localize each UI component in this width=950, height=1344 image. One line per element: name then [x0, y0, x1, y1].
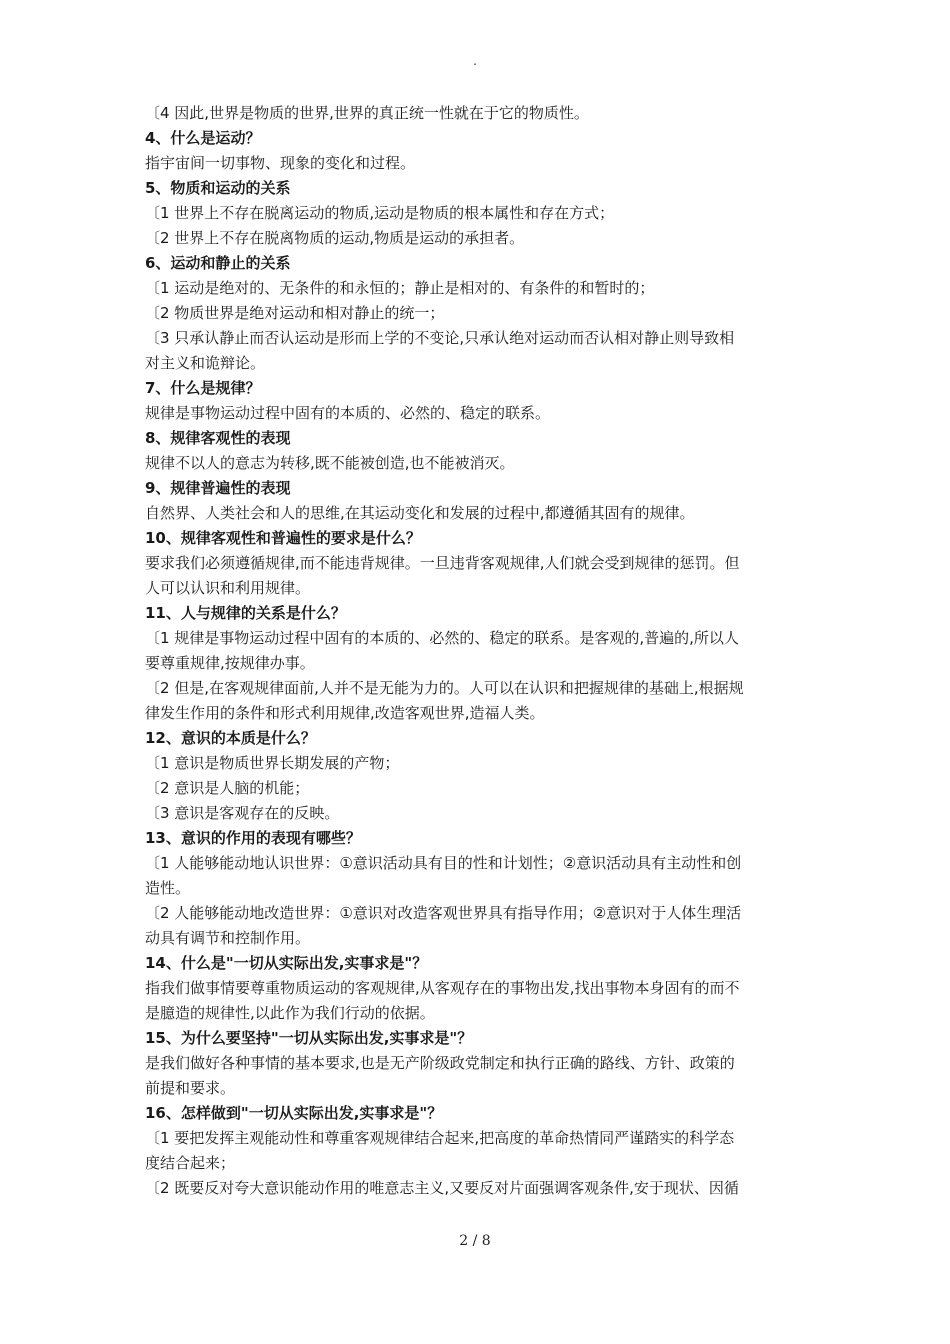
- body-line: 〔2 世界上不存在脱离物质的运动,物质是运动的承担者。: [145, 229, 525, 247]
- section-heading: 14、什么是"一切从实际出发,实事求是"？: [145, 954, 428, 972]
- body-line: 对主义和诡辩论。: [145, 354, 266, 372]
- body-line: 〔1 世界上不存在脱离运动的物质,运动是物质的根本属性和存在方式；: [145, 204, 615, 222]
- section-heading: 12、意识的本质是什么？: [145, 729, 316, 747]
- body-line: 〔1 人能够能动地认识世界：①意识活动具有目的性和计划性；②意识活动具有主动性和创: [145, 854, 742, 872]
- body-line: 〔3 意识是客观存在的反映。: [145, 804, 340, 822]
- header-mark: .: [473, 54, 477, 68]
- body-line: 是我们做好各种事情的基本要求,也是无产阶级政党制定和执行正确的路线、方针、政策的: [145, 1054, 735, 1072]
- body-line: 〔2 人能够能动地改造世界：①意识对改造客观世界具有指导作用；②意识对于人体生理活: [145, 904, 742, 922]
- body-line: 动具有调节和控制作用。: [145, 929, 311, 947]
- section-heading: 10、规律客观性和普遍性的要求是什么？: [145, 529, 421, 547]
- body-line: 规律是事物运动过程中固有的本质的、必然的、稳定的联系。: [145, 404, 551, 422]
- section-heading: 8、规律客观性的表现: [145, 429, 291, 447]
- section-heading: 11、人与规律的关系是什么？: [145, 604, 346, 622]
- body-line: 〔2 意识是人脑的机能；: [145, 779, 310, 797]
- body-line: 〔4 因此,世界是物质的世界,世界的真正统一性就在于它的物质性。: [145, 104, 589, 122]
- body-line: 〔2 但是,在客观规律面前,人并不是无能为力的。人可以在认识和把握规律的基础上,根据规: [145, 679, 744, 697]
- body-line: 〔1 意识是物质世界长期发展的产物；: [145, 754, 400, 772]
- body-line: 指宇宙间一切事物、现象的变化和过程。: [145, 154, 416, 172]
- section-heading: 5、物质和运动的关系: [145, 179, 291, 197]
- section-heading: 7、什么是规律？: [145, 379, 261, 397]
- body-line: 造性。: [145, 879, 191, 897]
- section-heading: 16、怎样做到"一切从实际出发,实事求是"？: [145, 1104, 443, 1122]
- body-line: 〔1 规律是事物运动过程中固有的本质的、必然的、稳定的联系。是客观的,普遍的,所以人: [145, 629, 739, 647]
- body-line: 要尊重规律,按规律办事。: [145, 654, 315, 672]
- body-line: 度结合起来；: [145, 1154, 236, 1172]
- body-line: 前提和要求。: [145, 1079, 236, 1097]
- section-heading: 6、运动和静止的关系: [145, 254, 291, 272]
- body-line: 〔2 物质世界是绝对运动和相对静止的统一；: [145, 304, 445, 322]
- body-line: 是臆造的规律性,以此作为我们行动的依据。: [145, 1004, 435, 1022]
- body-line: 〔1 要把发挥主观能动性和尊重客观规律结合起来,把高度的革命热情同严谨踏实的科学态: [145, 1129, 735, 1147]
- body-line: 规律不以人的意志为转移,既不能被创造,也不能被消灭。: [145, 454, 515, 472]
- body-line: 人可以认识和利用规律。: [145, 579, 311, 597]
- section-heading: 4、什么是运动？: [145, 129, 261, 147]
- document-body: [145, 101, 813, 1201]
- body-line: 要求我们必须遵循规律,而不能违背规律。一旦违背客观规律,人们就会受到规律的惩罚。但: [145, 554, 740, 572]
- body-line: 自然界、人类社会和人的思维,在其运动变化和发展的过程中,都遵循其固有的规律。: [145, 504, 695, 522]
- page-number: 2 / 8: [459, 1233, 491, 1249]
- body-line: 〔2 既要反对夸大意识能动作用的唯意志主义,又要反对片面强调客观条件,安于现状、因循: [145, 1179, 739, 1197]
- body-line: 律发生作用的条件和形式利用规律,改造客观世界,造福人类。: [145, 704, 545, 722]
- section-heading: 9、规律普遍性的表现: [145, 479, 291, 497]
- body-line: 〔3 只承认静止而否认运动是形而上学的不变论,只承认绝对运动而否认相对静止则导致相: [145, 329, 735, 347]
- section-heading: 15、为什么要坚持"一切从实际出发,实事求是"？: [145, 1029, 473, 1047]
- section-heading: 13、意识的作用的表现有哪些？: [145, 829, 361, 847]
- body-line: 指我们做事情要尊重物质运动的客观规律,从客观存在的事物出发,找出事物本身固有的而不: [145, 979, 740, 997]
- body-line: 〔1 运动是绝对的、无条件的和永恒的；静止是相对的、有条件的和暂时的；: [145, 279, 655, 297]
